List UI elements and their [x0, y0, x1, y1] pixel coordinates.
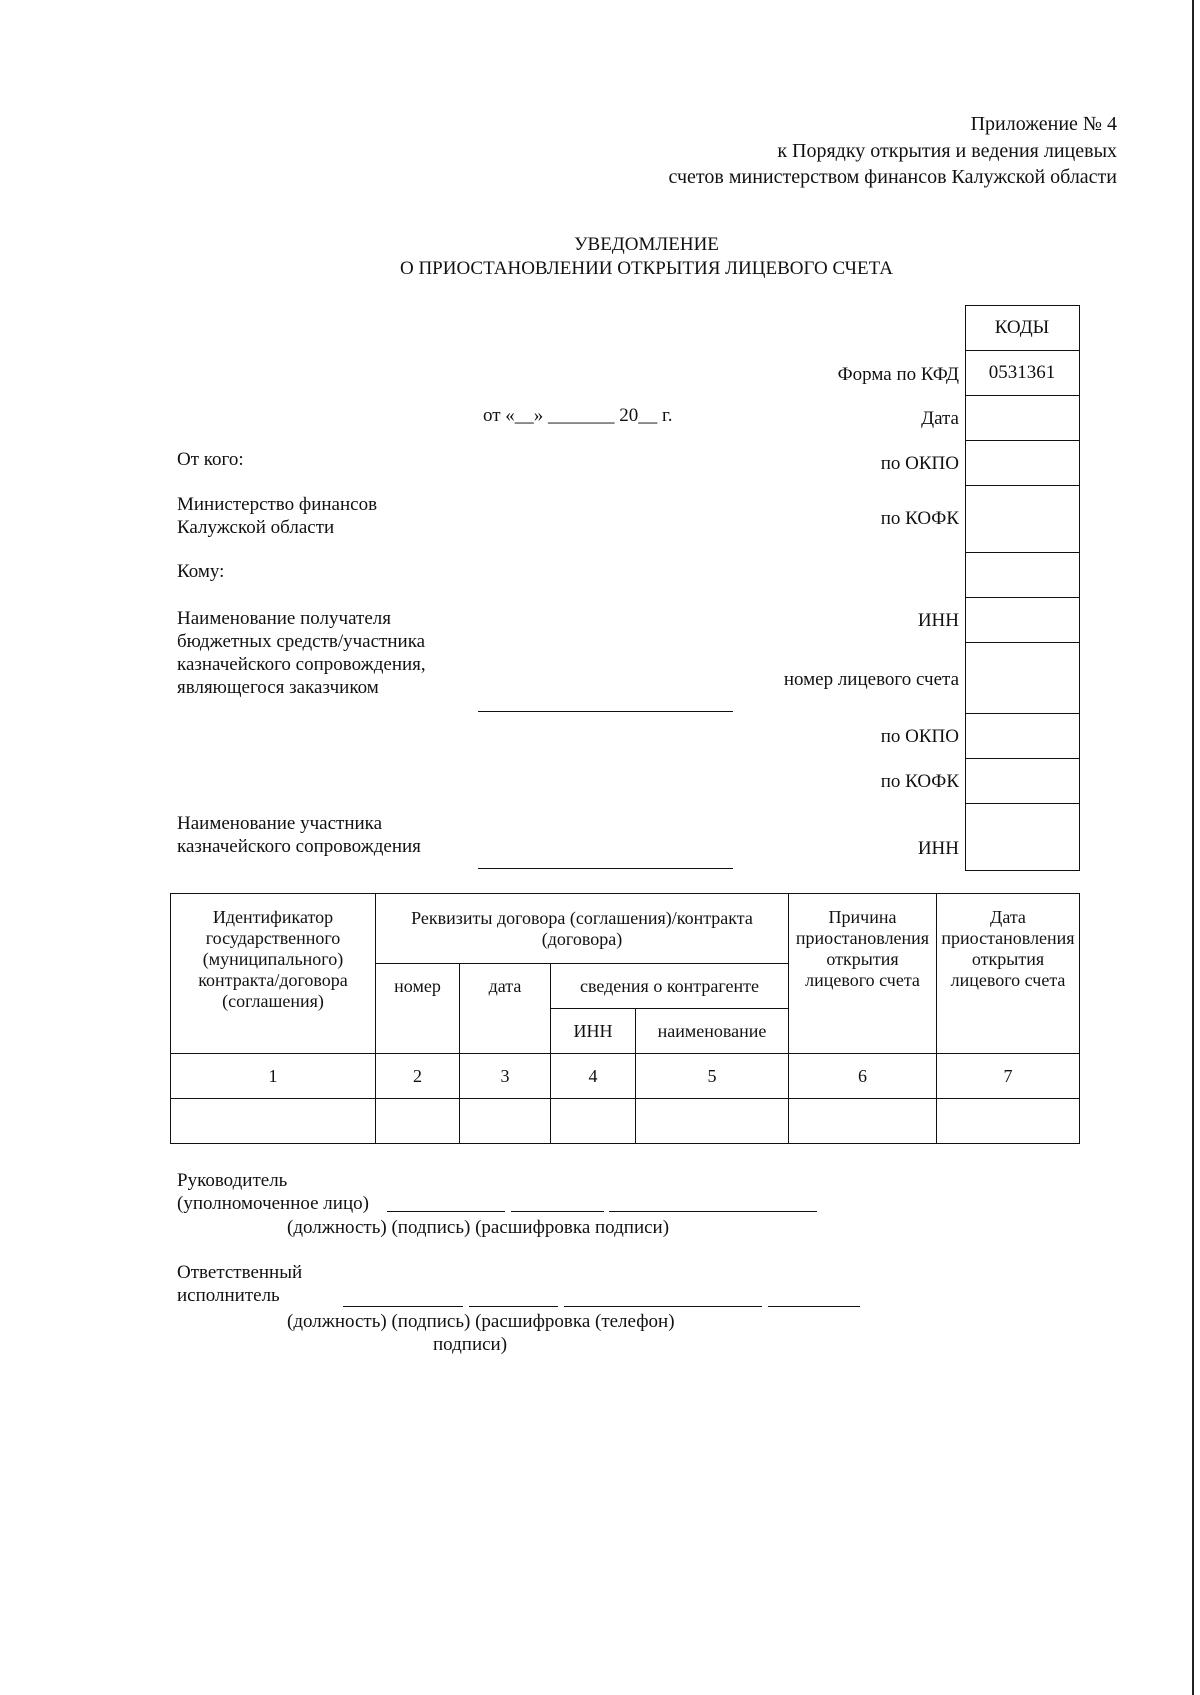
- executor-caption-2: подписи): [433, 1334, 508, 1355]
- participant-line-2: казначейского сопровождения: [177, 836, 421, 857]
- label-form-kfd: Форма по КФД: [837, 364, 959, 385]
- form-code-cell: [965, 350, 1080, 396]
- from-label: От кого:: [177, 449, 244, 470]
- executor-phone-line[interactable]: [768, 1306, 860, 1307]
- header-number: номер: [376, 964, 460, 1054]
- kofk-code-cell-2[interactable]: [965, 758, 1080, 804]
- kofk-code-cell-1[interactable]: [965, 485, 1080, 553]
- codes-header: КОДЫ: [994, 317, 1050, 338]
- cell-identifier[interactable]: [171, 1099, 376, 1144]
- head-name-line[interactable]: [609, 1211, 817, 1212]
- recipient-line-3: казначейского сопровождения,: [177, 654, 426, 675]
- label-kofk-2: по КОФК: [880, 771, 959, 792]
- col-number-6: 6: [789, 1054, 937, 1099]
- col-number-3: 3: [460, 1054, 551, 1099]
- cell-inn[interactable]: [551, 1099, 636, 1144]
- participant-underline[interactable]: [478, 868, 733, 869]
- recipient-underline[interactable]: [478, 711, 733, 712]
- head-position-line[interactable]: [387, 1211, 505, 1212]
- head-label-1: Руководитель: [177, 1170, 288, 1191]
- document-title: УВЕДОМЛЕНИЕ: [574, 234, 719, 255]
- label-account-number: номер лицевого счета: [783, 669, 959, 690]
- label-okpo-1: по ОКПО: [880, 453, 959, 474]
- date-line: от «__» _______ 20__ г.: [483, 405, 673, 426]
- recipient-line-4: являющегося заказчиком: [177, 677, 379, 698]
- head-label-2: (уполномоченное лицо): [177, 1193, 369, 1214]
- blank-code-cell[interactable]: [965, 552, 1080, 598]
- header-inn: ИНН: [551, 1009, 636, 1054]
- appendix-line-2: к Порядку открытия и ведения лицевых: [777, 140, 1117, 162]
- cell-date[interactable]: [460, 1099, 551, 1144]
- inn-code-cell-1[interactable]: [965, 597, 1080, 643]
- col-number-2: 2: [376, 1054, 460, 1099]
- executor-label-2: исполнитель: [177, 1285, 280, 1306]
- okpo-code-cell-2[interactable]: [965, 713, 1080, 759]
- header-suspension-date: Дата приостановления открытия лицевого счета: [937, 894, 1080, 1054]
- executor-position-line[interactable]: [343, 1306, 463, 1307]
- form-code: 0531361: [988, 362, 1056, 383]
- label-okpo-2: по ОКПО: [880, 726, 959, 747]
- date-code-cell[interactable]: [965, 395, 1080, 441]
- inn-code-cell-2[interactable]: [965, 803, 1080, 871]
- codes-header-cell: [965, 305, 1080, 351]
- head-signature-line[interactable]: [511, 1211, 604, 1212]
- cell-suspension-date[interactable]: [937, 1099, 1080, 1144]
- label-kofk-1: по КОФК: [880, 508, 959, 529]
- suspension-table: [170, 893, 1080, 1144]
- cell-number[interactable]: [376, 1099, 460, 1144]
- col-number-5: 5: [636, 1054, 789, 1099]
- appendix-line-3: счетов министерством финансов Калужской области: [668, 166, 1117, 188]
- label-inn-1: ИНН: [917, 610, 959, 631]
- executor-label-1: Ответственный: [177, 1262, 303, 1283]
- document-subtitle: О ПРИОСТАНОВЛЕНИИ ОТКРЫТИЯ ЛИЦЕВОГО СЧЕТА: [399, 258, 894, 279]
- executor-caption-1: (должность) (подпись) (расшифровка (телефон): [287, 1311, 675, 1332]
- executor-name-line[interactable]: [564, 1306, 762, 1307]
- label-date: Дата: [921, 408, 959, 429]
- header-date: дата: [460, 964, 551, 1054]
- header-counterparty: сведения о контрагенте: [551, 964, 789, 1009]
- table-row: [171, 1099, 1080, 1144]
- recipient-line-2: бюджетных средств/участника: [177, 631, 426, 652]
- head-caption: (должность) (подпись) (расшифровка подписи): [287, 1217, 670, 1238]
- recipient-line-1: Наименование получателя: [177, 608, 391, 629]
- cell-name[interactable]: [636, 1099, 789, 1144]
- label-inn-2: ИНН: [917, 838, 959, 859]
- executor-signature-line[interactable]: [469, 1306, 558, 1307]
- col-number-7: 7: [937, 1054, 1080, 1099]
- header-requisites: Реквизиты договора (соглашения)/контракта (договора): [376, 894, 789, 964]
- to-label: Кому:: [177, 561, 225, 582]
- col-number-1: 1: [171, 1054, 376, 1099]
- appendix-line-1: Приложение № 4: [970, 113, 1117, 135]
- from-line-2: Калужской области: [177, 517, 335, 538]
- col-number-4: 4: [551, 1054, 636, 1099]
- header-name: наименование: [636, 1009, 789, 1054]
- header-identifier: Идентификатор государственного (муниципального) контракта/договора (соглашения): [171, 894, 376, 1054]
- account-code-cell[interactable]: [965, 642, 1080, 714]
- okpo-code-cell-1[interactable]: [965, 440, 1080, 486]
- header-reason: Причина приостановления открытия лицевого счета: [789, 894, 937, 1054]
- participant-line-1: Наименование участника: [177, 813, 383, 834]
- from-line-1: Министерство финансов: [177, 494, 378, 515]
- cell-reason[interactable]: [789, 1099, 937, 1144]
